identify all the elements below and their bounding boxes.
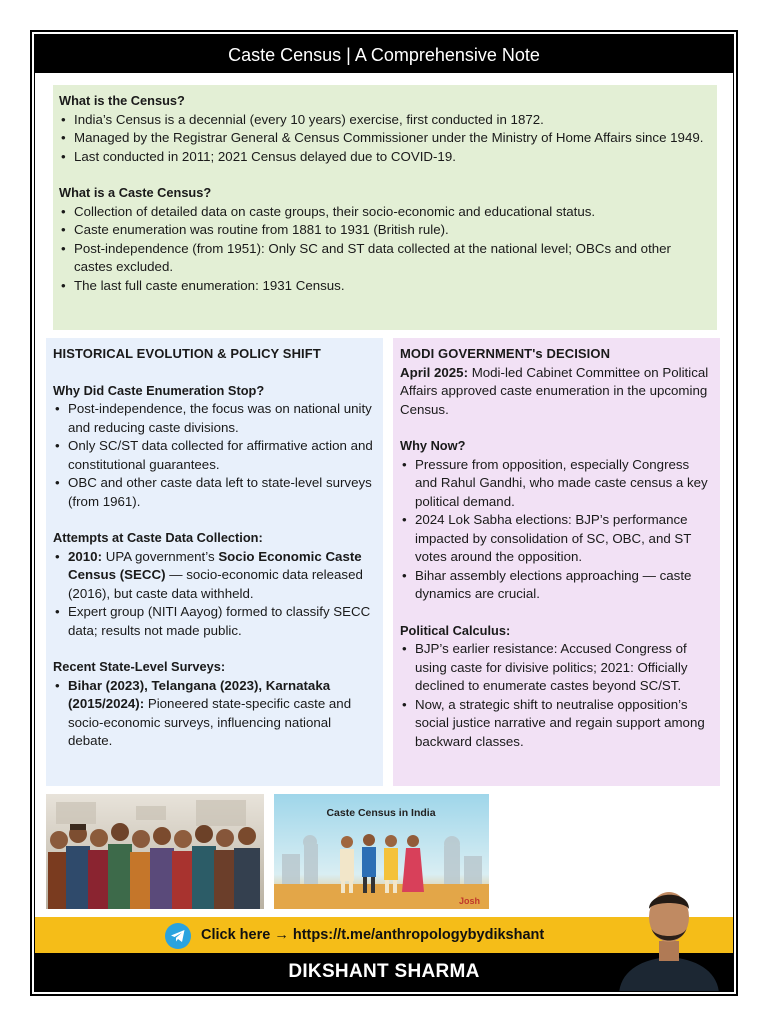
why-stop-list: [53, 400, 376, 511]
telegram-link[interactable]: Click here → https://t.me/anthropologybydikshant: [201, 927, 545, 943]
list-item: [53, 548, 376, 604]
list-item: • Now, a strategic shift to neutralise opposition’s social justice narrative and regain support among backward classes.: [400, 696, 713, 752]
caste-census-graphic: [274, 794, 489, 909]
recent-desc: Pioneered state-specific caste and socio-economic surveys, influencing national debate.: [68, 696, 352, 748]
list-item: • Post-independence, the focus was on national unity and reducing caste divisions.: [53, 400, 376, 437]
list-item: • The last full caste enumeration: 1931 Census.: [59, 277, 711, 296]
secc-year: 2010:: [68, 548, 103, 564]
calculus-list: [400, 640, 713, 751]
decision-text: [400, 364, 713, 420]
secc-name: Socio Economic Caste Census (SECC): [68, 548, 362, 582]
list-item: • India’s Census is a decennial (every 10 years) exercise, first conducted in 1872.: [59, 111, 711, 130]
attempts-heading: Attempts at Caste Data Collection:: [53, 530, 263, 545]
caste-census-list: [59, 203, 711, 296]
graphic-caption: Caste Census in India: [326, 807, 436, 819]
people-illustration-svg: [46, 794, 264, 909]
recent-heading: Recent State-Level Surveys:: [53, 659, 226, 674]
recent-list: [53, 677, 376, 751]
secc-pre: UPA government’s: [102, 548, 219, 564]
people-illustration: [46, 794, 264, 909]
why-now-heading: Why Now?: [400, 438, 466, 453]
list-item: • Caste enumeration was routine from 1881 to 1931 (British rule).: [59, 221, 711, 240]
modi-decision-box: [393, 338, 720, 786]
list-item: • 2024 Lok Sabha elections: BJP’s performance impacted by consolidation of SC, OBC, and ST votes around the opposition.: [400, 511, 713, 567]
list-item: • Pressure from opposition, especially Congress and Rahul Gandhi, who made caste census a key political demand.: [400, 456, 713, 512]
telegram-icon[interactable]: [165, 923, 191, 949]
recent-states: Bihar (2023), Telangana (2023), Karnataka (2015/2024):: [68, 677, 331, 711]
page-title: Caste Census | A Comprehensive Note: [35, 35, 733, 73]
note-page: [34, 34, 734, 992]
historical-heading: HISTORICAL EVOLUTION & POLICY SHIFT: [53, 346, 321, 361]
census-intro-box: [53, 85, 717, 330]
caste-census-heading: What is a Caste Census?: [59, 185, 212, 200]
why-stop-heading: Why Did Caste Enumeration Stop?: [53, 382, 265, 398]
list-item: • Last conducted in 2011; 2021 Census delayed due to COVID-19.: [59, 148, 711, 167]
author-name: DIKSHANT SHARMA: [288, 961, 480, 982]
list-item: • Bihar assembly elections approaching — caste dynamics are crucial.: [400, 567, 713, 604]
list-item: • BJP’s earlier resistance: Accused Congress of using caste for divisive politics; 2021: Officially declined to enumerate castes beyond SC/ST.: [400, 640, 713, 696]
list-item: • Post-independence (from 1951): Only SC and ST data collected at the national level; OBCs and other castes excluded.: [59, 240, 711, 277]
calculus-heading: Political Calculus:: [400, 622, 511, 638]
secc-post: — socio-economic data released (2016), but caste data withheld.: [68, 567, 363, 601]
modi-heading: MODI GOVERNMENT's DECISION: [400, 346, 611, 361]
list-item: • Collection of detailed data on caste groups, their socio-economic and educational status.: [59, 203, 711, 222]
decision-date: April 2025:: [400, 364, 468, 380]
decision-desc: Modi-led Cabinet Committee on Political Affairs approved caste enumeration in the upcoming Census.: [400, 364, 709, 417]
why-now-list: [400, 456, 713, 604]
list-item: • OBC and other caste data left to state-level surveys (from 1961).: [53, 474, 376, 511]
josh-logo: Josh: [458, 896, 480, 906]
list-item: • Only SC/ST data collected for affirmative action and constitutional guarantees.: [53, 437, 376, 474]
list-item: • Expert group (NITI Aayog) formed to classify SECC data; results not made public.: [53, 603, 376, 640]
attempts-list: [53, 548, 376, 641]
census-list: [59, 111, 711, 167]
census-heading: What is the Census?: [59, 93, 185, 108]
author-photo: [605, 875, 733, 992]
list-item: [53, 677, 376, 751]
list-item: • Managed by the Registrar General & Census Commissioner under the Ministry of Home Affairs since 1949.: [59, 129, 711, 148]
caste-census-graphic-svg: [274, 794, 489, 909]
historical-box: [46, 338, 383, 786]
